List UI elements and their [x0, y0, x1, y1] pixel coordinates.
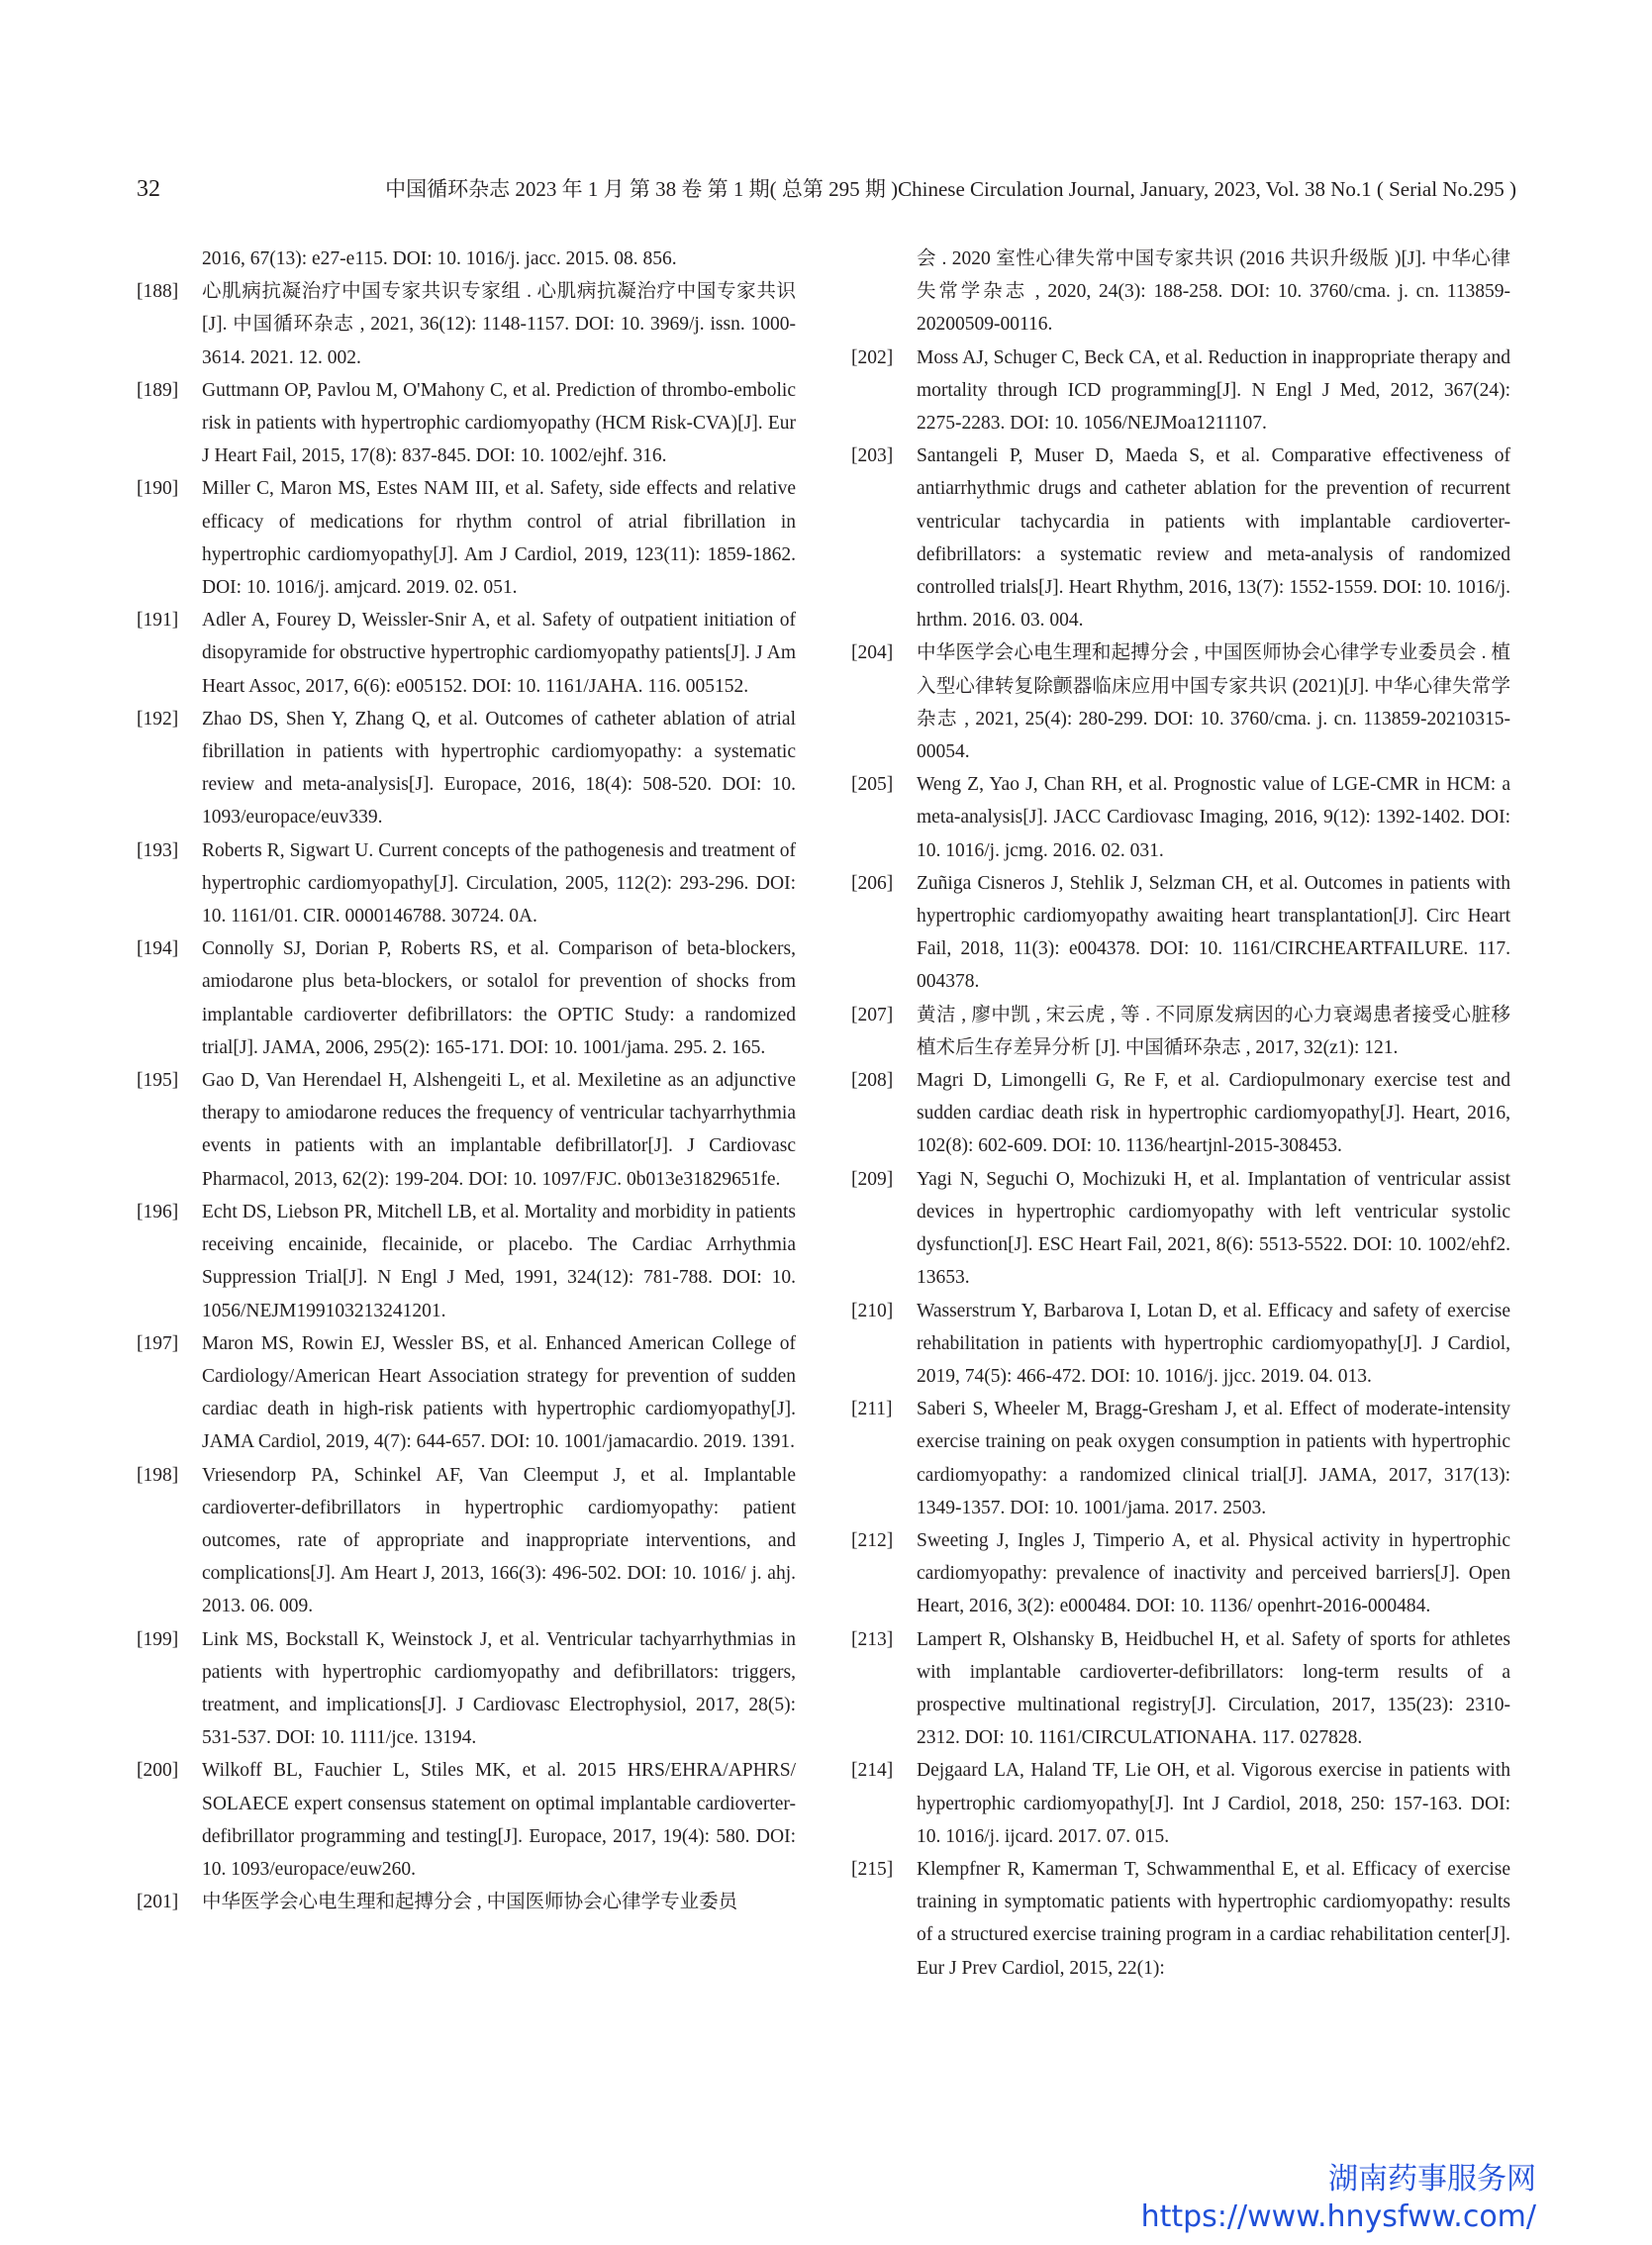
reference-item: [137, 275, 796, 374]
reference-item: [851, 999, 1510, 1064]
reference-number: [202]: [851, 346, 894, 368]
reference-text: Saberi S, Wheeler M, Bragg-Gresham J, et al. Effect of moderate-intensity exercise training on peak oxygen consumption in patients with hypertrophic cardiomyopathy: a randomized clinical trial[J]. JAMA, 2017, 317(13): 1349-1357. DOI: 10. 1001/jama. 2017. 2503.: [917, 1399, 1510, 1518]
reference-item: [851, 768, 1510, 867]
reference-item: [137, 1327, 796, 1459]
reference-item: [137, 374, 796, 473]
reference-text: Wilkoff BL, Fauchier L, Stiles MK, et al. 2015 HRS/EHRA/APHRS/ SOLAECE expert consensus statement on optimal implantable cardioverter-defibrillator programming and testing[J]. Europace, 2017, 19(4): 580. DOI: 10. 1093/europace/euw260.: [202, 1760, 796, 1880]
reference-number: [210]: [851, 1300, 894, 1321]
reference-number: [200]: [137, 1760, 179, 1782]
reference-number: [204]: [851, 642, 894, 664]
reference-number: [199]: [137, 1628, 179, 1650]
reference-text: Adler A, Fourey D, Weissler-Snir A, et al. Safety of outpatient initiation of disopyramide for obstructive hypertrophic cardiomyopathy patients[J]. J Am Heart Assoc, 2017, 6(6): e005152. DOI: 10. 1161/JAHA. 116. 005152.: [202, 610, 796, 697]
reference-text: Zhao DS, Shen Y, Zhang Q, et al. Outcomes of catheter ablation of atrial fibrillation in patients with hypertrophic cardiomyopathy: a systematic review and meta-analysis[J]. Europace, 2016, 18(4): 508-520. DOI: 10. 1093/europace/euv339.: [202, 708, 796, 829]
reference-text: Vriesendorp PA, Schinkel AF, Van Cleemput J, et al. Implantable cardioverter-defibrillators in hypertrophic cardiomyopathy: patient outcomes, rate of appropriate and inappropriate interventions, and complications[J]. Am Heart J, 2013, 166(3): 496-502. DOI: 10. 1016/ j. ahj. 2013. 06. 009.: [202, 1464, 796, 1617]
reference-item: [137, 1886, 796, 1918]
reference-number: [207]: [851, 1004, 894, 1025]
reference-number: [215]: [851, 1858, 894, 1880]
reference-number: [189]: [137, 379, 179, 401]
reference-item: [137, 1064, 796, 1196]
reference-text: Miller C, Maron MS, Estes NAM III, et al. Safety, side effects and relative efficacy of medications for rhythm control of atrial fibrillation in hypertrophic cardiomyopathy[J]. Am J Cardiol, 2019, 123(11): 1859-1862. DOI: 10. 1016/j. amjcard. 2019. 02. 051.: [202, 478, 796, 599]
reference-number: [201]: [137, 1892, 179, 1913]
reference-number: [195]: [137, 1070, 179, 1092]
reference-item: [137, 1459, 796, 1623]
reference-text: Weng Z, Yao J, Chan RH, et al. Prognostic value of LGE-CMR in HCM: a meta-analysis[J]. JACC Cardiovasc Imaging, 2016, 9(12): 1392-1402. DOI: 10. 1016/j. jcmg. 2016. 02. 031.: [917, 774, 1510, 861]
reference-item: [137, 834, 796, 933]
reference-text: Gao D, Van Herendael H, Alshengeiti L, et al. Mexiletine as an adjunctive therapy to amiodarone reduces the frequency of ventricular tachyarrhythmia events in patients with an implantable defibrillator[J]. J Cardiovasc Pharmacol, 2013, 62(2): 199-204. DOI: 10. 1097/FJC. 0b013e31829651fe.: [202, 1070, 796, 1190]
reference-continuation: 2016, 67(13): e27-e115. DOI: 10. 1016/j. jacc. 2015. 08. 856.: [202, 248, 677, 269]
reference-item: [851, 439, 1510, 636]
reference-item: [137, 703, 796, 834]
watermark-url[interactable]: https://www.hnysfww.com/: [1140, 2199, 1536, 2234]
reference-item: [851, 1064, 1510, 1163]
reference-item: [851, 1393, 1510, 1524]
reference-text: 心肌病抗凝治疗中国专家共识专家组 . 心肌病抗凝治疗中国专家共识 [J]. 中国循环杂志 , 2021, 36(12): 1148-1157. DOI: 10. 3969/j. issn. 1000-3614. 2021. 12. 002.: [202, 281, 796, 368]
reference-item: [851, 867, 1510, 999]
reference-text: 中华医学会心电生理和起搏分会 , 中国医师协会心律学专业委员: [202, 1892, 738, 1913]
reference-number: [198]: [137, 1464, 179, 1486]
reference-number: [211]: [851, 1399, 893, 1420]
reference-number: [213]: [851, 1628, 894, 1650]
reference-item: [851, 1163, 1510, 1295]
reference-number: [197]: [137, 1332, 179, 1354]
reference-text: Connolly SJ, Dorian P, Roberts RS, et al. Comparison of beta-blockers, amiodarone plus beta-blockers, or sotalol for prevention of shocks from implantable cardioverter defibrillators: the OPTIC Study: a randomized trial[J]. JAMA, 2006, 295(2): 165-171. DOI: 10. 1001/jama. 295. 2. 165.: [202, 938, 796, 1058]
reference-item: [137, 1623, 796, 1755]
reference-item: [851, 1524, 1510, 1623]
reference-list: [137, 275, 796, 1918]
reference-text: Klempfner R, Kamerman T, Schwammenthal E, et al. Efficacy of exercise training in symptomatic patients with hypertrophic cardiomyopathy: results of a structured exercise training program in a cardiac rehabilitation center[J]. Eur J Prev Cardiol, 2015, 22(1):: [917, 1858, 1510, 1979]
reference-number: [205]: [851, 774, 894, 796]
reference-item: [137, 1196, 796, 1327]
reference-number: [194]: [137, 938, 179, 960]
reference-number: [190]: [137, 478, 179, 500]
reference-text: Roberts R, Sigwart U. Current concepts of the pathogenesis and treatment of hypertrophic cardiomyopathy[J]. Circulation, 2005, 112(2): 293-296. DOI: 10. 1161/01. CIR. 0000146788. 30724. 0A.: [202, 839, 796, 927]
reference-number: [193]: [137, 839, 179, 861]
reference-item: [137, 472, 796, 604]
reference-number: [214]: [851, 1760, 894, 1782]
reference-text: Maron MS, Rowin EJ, Wessler BS, et al. Enhanced American College of Cardiology/American Heart Association strategy for prevention of sudden cardiac death in high-risk patients with hypertrophic cardiomyopathy[J]. JAMA Cardiol, 2019, 4(7): 644-657. DOI: 10. 1001/jamacardio. 2019. 1391.: [202, 1332, 796, 1453]
reference-item: [137, 932, 796, 1064]
reference-item: [851, 1754, 1510, 1853]
reference-number: [206]: [851, 872, 894, 894]
reference-text: Santangeli P, Muser D, Maeda S, et al. Comparative effectiveness of antiarrhythmic drugs and catheter ablation for the prevention of recurrent ventricular tachycardia in patients with implantable cardioverter-defibrillators: a systematic review and meta-analysis of randomized controlled trials[J]. Heart Rhythm, 2016, 13(7): 1552-1559. DOI: 10. 1016/j. hrthm. 2016. 03. 004.: [917, 445, 1510, 632]
reference-number: [208]: [851, 1070, 894, 1092]
right-column: [851, 243, 1510, 1985]
reference-text: Lampert R, Olshansky B, Heidbuchel H, et al. Safety of sports for athletes with implantable cardioverter-defibrillators: long-term results of a prospective multinational registry[J]. Circulation, 2017, 135(23): 2310-2312. DOI: 10. 1161/CIRCULATIONAHA. 117. 027828.: [917, 1628, 1510, 1749]
reference-item: [851, 1853, 1510, 1985]
reference-item: [137, 1754, 796, 1886]
reference-item: [851, 342, 1510, 440]
reference-text: Echt DS, Liebson PR, Mitchell LB, et al. Mortality and morbidity in patients receiving encainide, flecainide, or placebo. The Cardiac Arrhythmia Suppression Trial[J]. N Engl J Med, 1991, 324(12): 781-788. DOI: 10. 1056/NEJM199103213241201.: [202, 1201, 796, 1321]
reference-text: Wasserstrum Y, Barbarova I, Lotan D, et al. Efficacy and safety of exercise rehabilitation in patients with hypertrophic cardiomyopathy[J]. J Cardiol, 2019, 74(5): 466-472. DOI: 10. 1016/j. jjcc. 2019. 04. 013.: [917, 1300, 1510, 1387]
reference-text: Guttmann OP, Pavlou M, O'Mahony C, et al. Prediction of thrombo-embolic risk in patients with hypertrophic cardiomyopathy (HCM Risk-CVA)[J]. Eur J Heart Fail, 2015, 17(8): 837-845. DOI: 10. 1002/ejhf. 316.: [202, 379, 796, 467]
reference-text: Yagi N, Seguchi O, Mochizuki H, et al. Implantation of ventricular assist devices in hypertrophic cardiomyopathy with left ventricular systolic dysfunction[J]. ESC Heart Fail, 2021, 8(6): 5513-5522. DOI: 10. 1002/ehf2. 13653.: [917, 1168, 1510, 1289]
reference-text: Dejgaard LA, Haland TF, Lie OH, et al. Vigorous exercise in patients with hypertrophic cardiomyopathy[J]. Int J Cardiol, 2018, 250: 157-163. DOI: 10. 1016/j. ijcard. 2017. 07. 015.: [917, 1760, 1510, 1847]
reference-text: Moss AJ, Schuger C, Beck CA, et al. Reduction in inappropriate therapy and mortality through ICD programming[J]. N Engl J Med, 2012, 367(24): 2275-2283. DOI: 10. 1056/NEJMoa1211107.: [917, 346, 1510, 435]
watermark-title: 湖南药事服务网: [1328, 2162, 1536, 2196]
reference-number: [192]: [137, 708, 179, 730]
reference-number: [203]: [851, 445, 894, 467]
reference-number: [209]: [851, 1168, 894, 1190]
reference-item: [851, 1623, 1510, 1755]
reference-text: Sweeting J, Ingles J, Timperio A, et al. Physical activity in hypertrophic cardiomyopathy: prevalence of inactivity and perceived barriers[J]. Open Heart, 2016, 3(2): e000484. DOI: 10. 1136/ openhrt-2016-000484.: [917, 1529, 1510, 1617]
reference-text: 黄洁 , 廖中凯 , 宋云虎 , 等 . 不同原发病因的心力衰竭患者接受心脏移植术后生存差异分析 [J]. 中国循环杂志 , 2017, 32(z1): 121.: [917, 1004, 1510, 1058]
reference-list: [851, 342, 1510, 1985]
reference-text: Magri D, Limongelli G, Re F, et al. Cardiopulmonary exercise test and sudden cardiac death risk in hypertrophic cardiomyopathy[J]. Heart, 2016, 102(8): 602-609. DOI: 10. 1136/heartjnl-2015-308453.: [917, 1070, 1510, 1157]
reference-text: Link MS, Bockstall K, Weinstock J, et al. Ventricular tachyarrhythmias in patients with hypertrophic cardiomyopathy and defibrillators: triggers, treatment, and implications[J]. J Cardiovasc Electrophysiol, 2017, 28(5): 531-537. DOI: 10. 1111/jce. 13194.: [202, 1628, 796, 1749]
reference-number: [212]: [851, 1529, 894, 1551]
reference-continuation: 会 . 2020 室性心律失常中国专家共识 (2016 共识升级版 )[J]. 中华心律失常学杂志 , 2020, 24(3): 188-258. DOI: 10. 3760/cma. j. cn. 113859-20200509-00116.: [917, 248, 1510, 336]
page-number: 32: [137, 176, 160, 202]
reference-number: [196]: [137, 1201, 179, 1222]
reference-number: [191]: [137, 610, 179, 632]
reference-number: [188]: [137, 281, 179, 303]
left-column: [137, 243, 796, 1918]
reference-item: [851, 636, 1510, 768]
reference-text: Zuñiga Cisneros J, Stehlik J, Selzman CH, et al. Outcomes in patients with hypertrophic cardiomyopathy awaiting heart transplantation[J]. Circ Heart Fail, 2018, 11(3): e004378. DOI: 10. 1161/CIRCHEARTFAILURE. 117. 004378.: [917, 872, 1510, 993]
reference-text: 中华医学会心电生理和起搏分会 , 中国医师协会心律学专业委员会 . 植入型心律转复除颤器临床应用中国专家共识 (2021)[J]. 中华心律失常学杂志 , 2021, 25(4): 280-299. DOI: 10. 3760/cma. j. cn. 113859-20210315-00054.: [917, 642, 1510, 763]
reference-item: [137, 604, 796, 703]
running-head: 中国循环杂志 2023 年 1 月 第 38 卷 第 1 期( 总第 295 期 )Chinese Circulation Journal, January, 2023, Vol. 38 No.1 ( Serial No.295 ): [385, 177, 1516, 201]
reference-item: [851, 1295, 1510, 1394]
